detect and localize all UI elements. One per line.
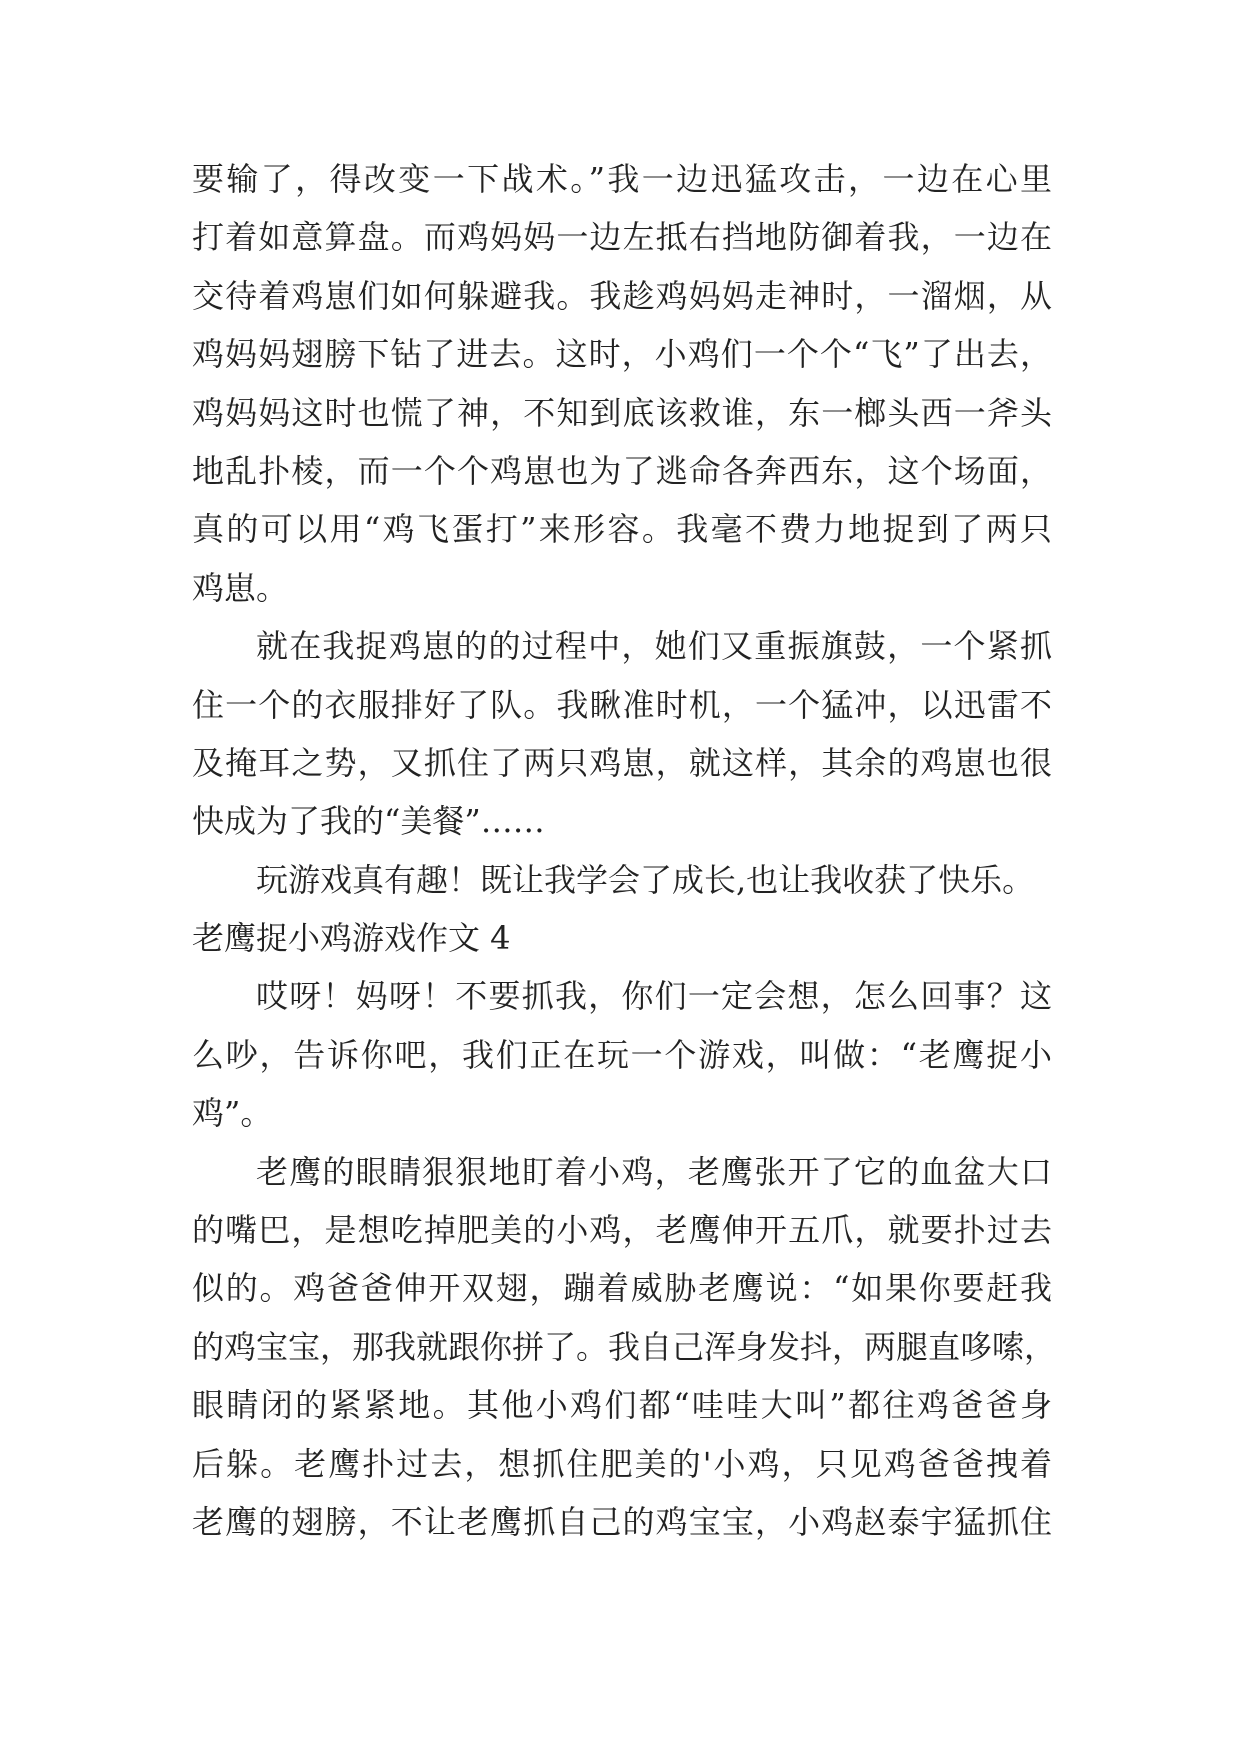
section-heading	[192, 909, 1052, 967]
text-line: 似的。鸡爸爸伸开双翅，蹦着威胁老鹰说：“如果你要赶我	[192, 1269, 1052, 1308]
text-line: 的嘴巴，是想吃掉肥美的小鸡，老鹰伸开五爪，就要扑过去	[192, 1211, 1052, 1250]
text-line: 及掩耳之势，又抓住了两只鸡崽，就这样，其余的鸡崽也很	[192, 743, 1052, 782]
heading-text: 老鹰捉小鸡游戏作文 4	[192, 919, 511, 958]
paragraph	[192, 617, 1052, 851]
text-line: 鸡”。	[192, 1094, 273, 1133]
paragraph	[192, 150, 1052, 617]
text-line: 快成为了我的“美餐”……	[192, 802, 545, 841]
paragraph	[192, 967, 1052, 1142]
text-line: 交待着鸡崽们如何躲避我。我趁鸡妈妈走神时，一溜烟，从	[192, 276, 1052, 315]
document-body	[192, 150, 1057, 1551]
text-line: 鸡崽。	[192, 568, 289, 607]
text-line: 的鸡宝宝，那我就跟你拼了。我自己浑身发抖，两腿直哆嗦，	[192, 1327, 1057, 1366]
text-line: 就在我捉鸡崽的的过程中，她们又重振旗鼓，一个紧抓	[256, 627, 1052, 666]
text-line: 打着如意算盘。而鸡妈妈一边左抵右挡地防御着我，一边在	[192, 218, 1052, 257]
text-line: 么吵，告诉你吧，我们正在玩一个游戏，叫做：“老鹰捉小	[192, 1035, 1052, 1074]
text-line: 住一个的衣服排好了队。我瞅准时机，一个猛冲，以迅雷不	[192, 685, 1052, 724]
paragraph	[192, 1143, 1057, 1552]
text-line: 地乱扑棱，而一个个鸡崽也为了逃命各奔西东，这个场面，	[192, 451, 1052, 490]
text-line: 眼睛闭的紧紧地。其他小鸡们都“哇哇大叫”都往鸡爸爸身	[192, 1386, 1052, 1425]
text-line: 后躲。老鹰扑过去，想抓住肥美的'小鸡，只见鸡爸爸拽着	[192, 1444, 1052, 1483]
text-line: 玩游戏真有趣！既让我学会了成长,也让我收获了快乐。	[256, 860, 1035, 899]
text-line: 鸡妈妈这时也慌了神，不知到底该救谁，东一榔头西一斧头	[192, 393, 1052, 432]
text-line: 哎呀！妈呀！不要抓我，你们一定会想，怎么回事？这	[256, 977, 1052, 1016]
text-line: 老鹰的眼睛狠狠地盯着小鸡，老鹰张开了它的血盆大口	[256, 1152, 1052, 1191]
text-line: 真的可以用“鸡飞蛋打”来形容。我毫不费力地捉到了两只	[192, 510, 1052, 549]
paragraph	[192, 851, 1052, 909]
text-line: 老鹰的翅膀，不让老鹰抓自己的鸡宝宝，小鸡赵泰宇猛抓住	[192, 1502, 1052, 1541]
text-line: 鸡妈妈翅膀下钻了进去。这时，小鸡们一个个“飞”了出去，	[192, 335, 1052, 374]
text-line: 要输了，得改变一下战术。”我一边迅猛攻击，一边在心里	[192, 160, 1052, 198]
